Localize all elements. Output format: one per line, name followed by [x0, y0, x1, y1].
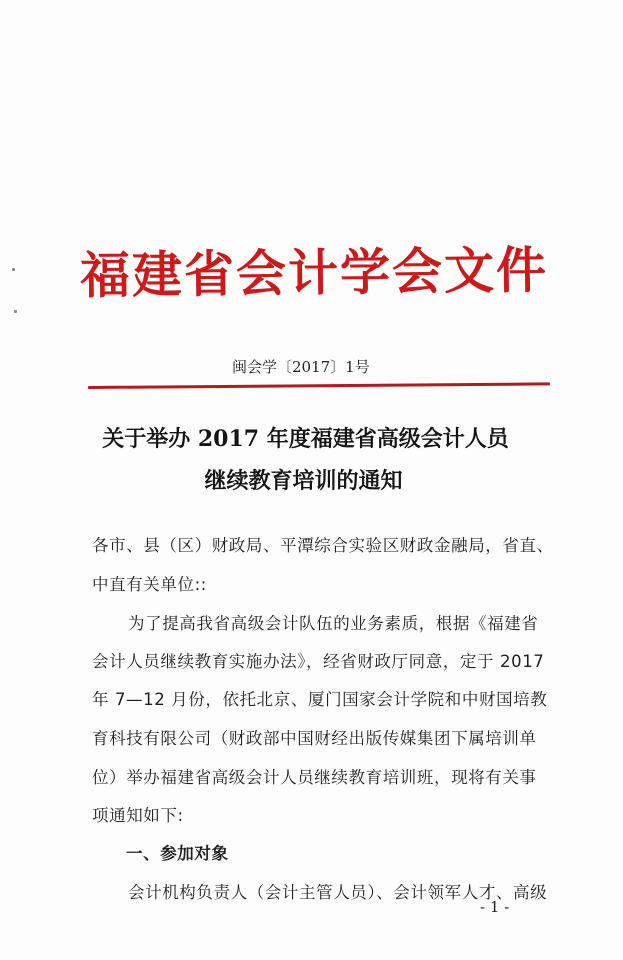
document-number: 闽会学〔2017〕1号 — [232, 358, 370, 376]
paragraph-line: 育科技有限公司（财政部中国财经出版传媒集团下属培训单 — [92, 729, 537, 748]
scan-speck — [12, 268, 15, 271]
paragraph-line: 项通知如下: — [92, 806, 184, 825]
paragraph-line: 年 7—12 月份，依托北京、厦门国家会计学院和中财国培教 — [92, 690, 548, 709]
page-number: - 1 - — [480, 898, 510, 916]
red-divider-rule — [88, 382, 550, 389]
notice-title-line-1: 关于举办 2017 年度福建省高级会计人员 — [102, 426, 509, 452]
paragraph-line: 会计人员继续教育实施办法》，经省财政厅同意，定于 2017 — [92, 652, 545, 671]
scan-speck — [14, 310, 17, 313]
paragraph-line: 会计机构负责人（会计主管人员）、会计领军人才、高级 — [128, 883, 548, 902]
section-heading: 一、参加对象 — [126, 844, 229, 863]
paragraph-line: 位）举办福建省高级会计人员继续教育培训班，现将有关事 — [92, 768, 537, 787]
addressee-line-2: 中直有关单位:: — [92, 575, 207, 594]
notice-title-line-2: 继续教育培训的通知 — [204, 468, 403, 494]
addressee-line-1: 各市、县（区）财政局、平潭综合实验区财政金融局，省直、 — [92, 536, 554, 555]
paragraph-line: 为了提高我省高级会计队伍的业务素质，根据《福建省 — [128, 614, 539, 633]
org-header-title: 福建省会计学会文件 — [79, 240, 549, 305]
